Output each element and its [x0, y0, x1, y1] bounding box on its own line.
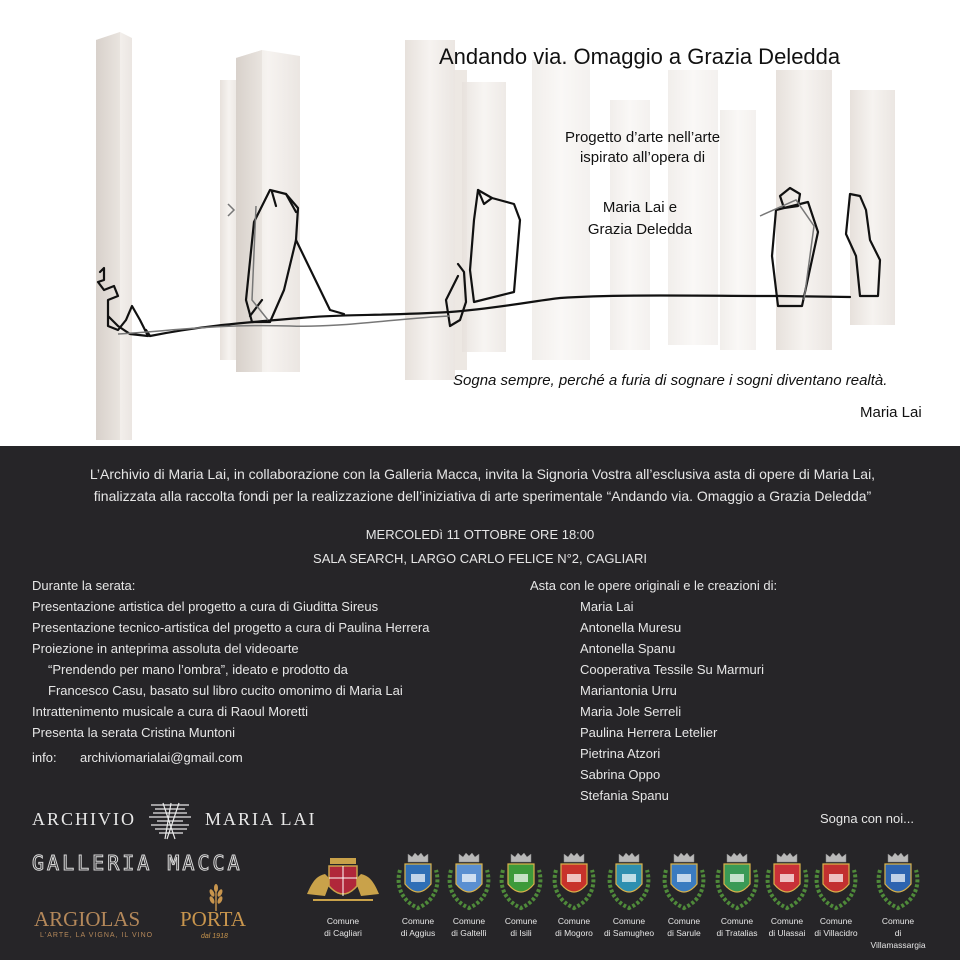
argiolas-tagline: L'ARTE, LA VIGNA, IL VINO [40, 932, 154, 939]
subtitle-line-1: Progetto d’arte nell’arte [564, 129, 721, 146]
coat-of-arms-galtelli-icon [445, 850, 493, 912]
coat-of-arms-villacidro-icon [812, 850, 860, 912]
auction-artist: Pietrina Atzori [580, 746, 661, 761]
program-item: Francesco Casu, basato sul libro cucito omonimo di Maria Lai [48, 683, 403, 698]
featured-artists [540, 197, 740, 241]
comune-label [439, 915, 499, 939]
comune-label-line2: di Samugheo [603, 928, 655, 938]
coat-of-arms-tratalias-icon [713, 850, 761, 912]
coat-of-arms-cagliari-icon [303, 850, 383, 912]
comune-label-line2: di Isili [510, 928, 532, 938]
program-item: Intrattenimento musicale a cura di Raoul Moretti [32, 704, 309, 719]
comune-label-line2: di Mogoro [555, 928, 593, 938]
comune-label-line1: Comune [667, 916, 701, 926]
comune-label-line1: Comune [720, 916, 754, 926]
program-item: Proiezione in anteprima assoluta del videoarte [32, 641, 299, 656]
auction-artist: Maria Jole Serreli [580, 704, 682, 719]
comune-label [654, 915, 714, 939]
comune-label-line2: di Villamassargia [870, 928, 926, 950]
auction-artist: Stefania Spanu [580, 788, 669, 803]
quote-author: Maria Lai [860, 404, 922, 421]
sogna-con-noi: Sogna con noi... [820, 811, 914, 826]
argiolas-logo: ARGIOLAS [34, 907, 141, 931]
auction-artist: Cooperativa Tessile Su Marmuri [580, 662, 764, 677]
program-item: Presentazione artistica del progetto a cura di Giuditta Sireus [32, 599, 379, 614]
coat-of-arms-sarule-icon [660, 850, 708, 912]
comune-label-line1: Comune [452, 916, 486, 926]
page-title: Andando via. Omaggio a Grazia Deledda [439, 44, 841, 69]
comune-label-line2: di Ulassai [768, 928, 806, 938]
comune-label-line2: di Cagliari [324, 928, 362, 938]
auction-list [530, 575, 777, 806]
archivio-emblem-icon [145, 801, 197, 841]
comune-label-line2: di Villacidro [814, 928, 858, 938]
auction-artist: Mariantonia Urru [580, 683, 677, 698]
comune-label [313, 915, 373, 939]
info-label: info: [32, 750, 57, 765]
program-list [32, 575, 429, 743]
subtitle-line-2: ispirato all’opera di [579, 149, 706, 166]
galleria-macca-logo: GALLERIA MACCA [32, 851, 243, 875]
artist-line-2: Grazia Deledda [587, 221, 693, 238]
program-heading: Durante la serata: [32, 578, 136, 593]
comune-label-line1: Comune [819, 916, 853, 926]
comune-label-line2: di Aggius [400, 928, 436, 938]
program-item: Presentazione tecnico-artistica del progetto a cura di Paulina Herrera [32, 620, 430, 635]
auction-artist: Paulina Herrera Letelier [580, 725, 718, 740]
auction-heading: Asta con le opere originali e le creazioni di: [530, 578, 778, 593]
comune-label [868, 915, 928, 951]
program-item: Presenta la serata Cristina Muntoni [32, 725, 236, 740]
comune-label-line1: Comune [326, 916, 360, 926]
logo-text-archivio: ARCHIVIO [32, 809, 136, 830]
intro-line-2: finalizzata alla raccolta fondi per la realizzazione dell’iniziativa di arte sperimentale “Andando via. Omaggio a Grazia Deledda” [93, 488, 872, 504]
auction-artist: Sabrina Oppo [580, 767, 661, 782]
event-date: MERCOLEDì 11 OTTOBRE ORE 18:00 [365, 527, 595, 542]
info-email[interactable]: archiviomarialai@gmail.com [80, 750, 243, 765]
comune-label [599, 915, 659, 939]
comune-label-line2: di Sarule [667, 928, 701, 938]
logo-text-maria-lai: MARIA LAI [205, 809, 317, 830]
auction-artist: Antonella Spanu [580, 641, 676, 656]
intro-line-1: L’Archivio di Maria Lai, in collaborazione con la Galleria Macca, invita la Signoria Vostra all’esclusiva asta di opere di Maria Lai, [89, 466, 876, 482]
hero-illustration [0, 0, 960, 446]
comune-label-line1: Comune [612, 916, 646, 926]
coat-of-arms-isili-icon [497, 850, 545, 912]
comune-label-line1: Comune [504, 916, 538, 926]
comune-label [806, 915, 866, 939]
coat-of-arms-ulassai-icon [763, 850, 811, 912]
comune-label-line1: Comune [770, 916, 804, 926]
comune-label-line1: Comune [881, 916, 915, 926]
coat-of-arms-samugheo-icon [605, 850, 653, 912]
invitation-panel [0, 446, 960, 960]
quote: Sogna sempre, perché a furia di sognare i sogni diventano realtà. [453, 372, 888, 389]
comune-label [491, 915, 551, 939]
event-venue: SALA SEARCH, LARGO CARLO FELICE N°2, CAGLIARI [313, 551, 647, 566]
auction-artist: Maria Lai [580, 599, 634, 614]
program-item: “Prendendo per mano l’ombra”, ideato e prodotto da [48, 662, 348, 677]
porta-tagline: dal 1918 [201, 933, 228, 940]
comune-label-line2: di Tratalias [716, 928, 758, 938]
comune-label-line1: Comune [401, 916, 435, 926]
archivio-maria-lai-logo [32, 801, 317, 841]
porta-logo: PORTA [180, 907, 246, 931]
project-subtitle [520, 128, 765, 168]
coat-of-arms-villamassargia-icon [874, 850, 922, 912]
comune-label-line2: di Galtellì [451, 928, 487, 938]
invitation-intro [30, 463, 935, 507]
coat-of-arms-mogoro-icon [550, 850, 598, 912]
comune-label-line1: Comune [557, 916, 591, 926]
coat-of-arms-aggius-icon [394, 850, 442, 912]
comune-label [544, 915, 604, 939]
auction-artist: Antonella Muresu [580, 620, 682, 635]
artist-line-1: Maria Lai e [602, 199, 678, 216]
